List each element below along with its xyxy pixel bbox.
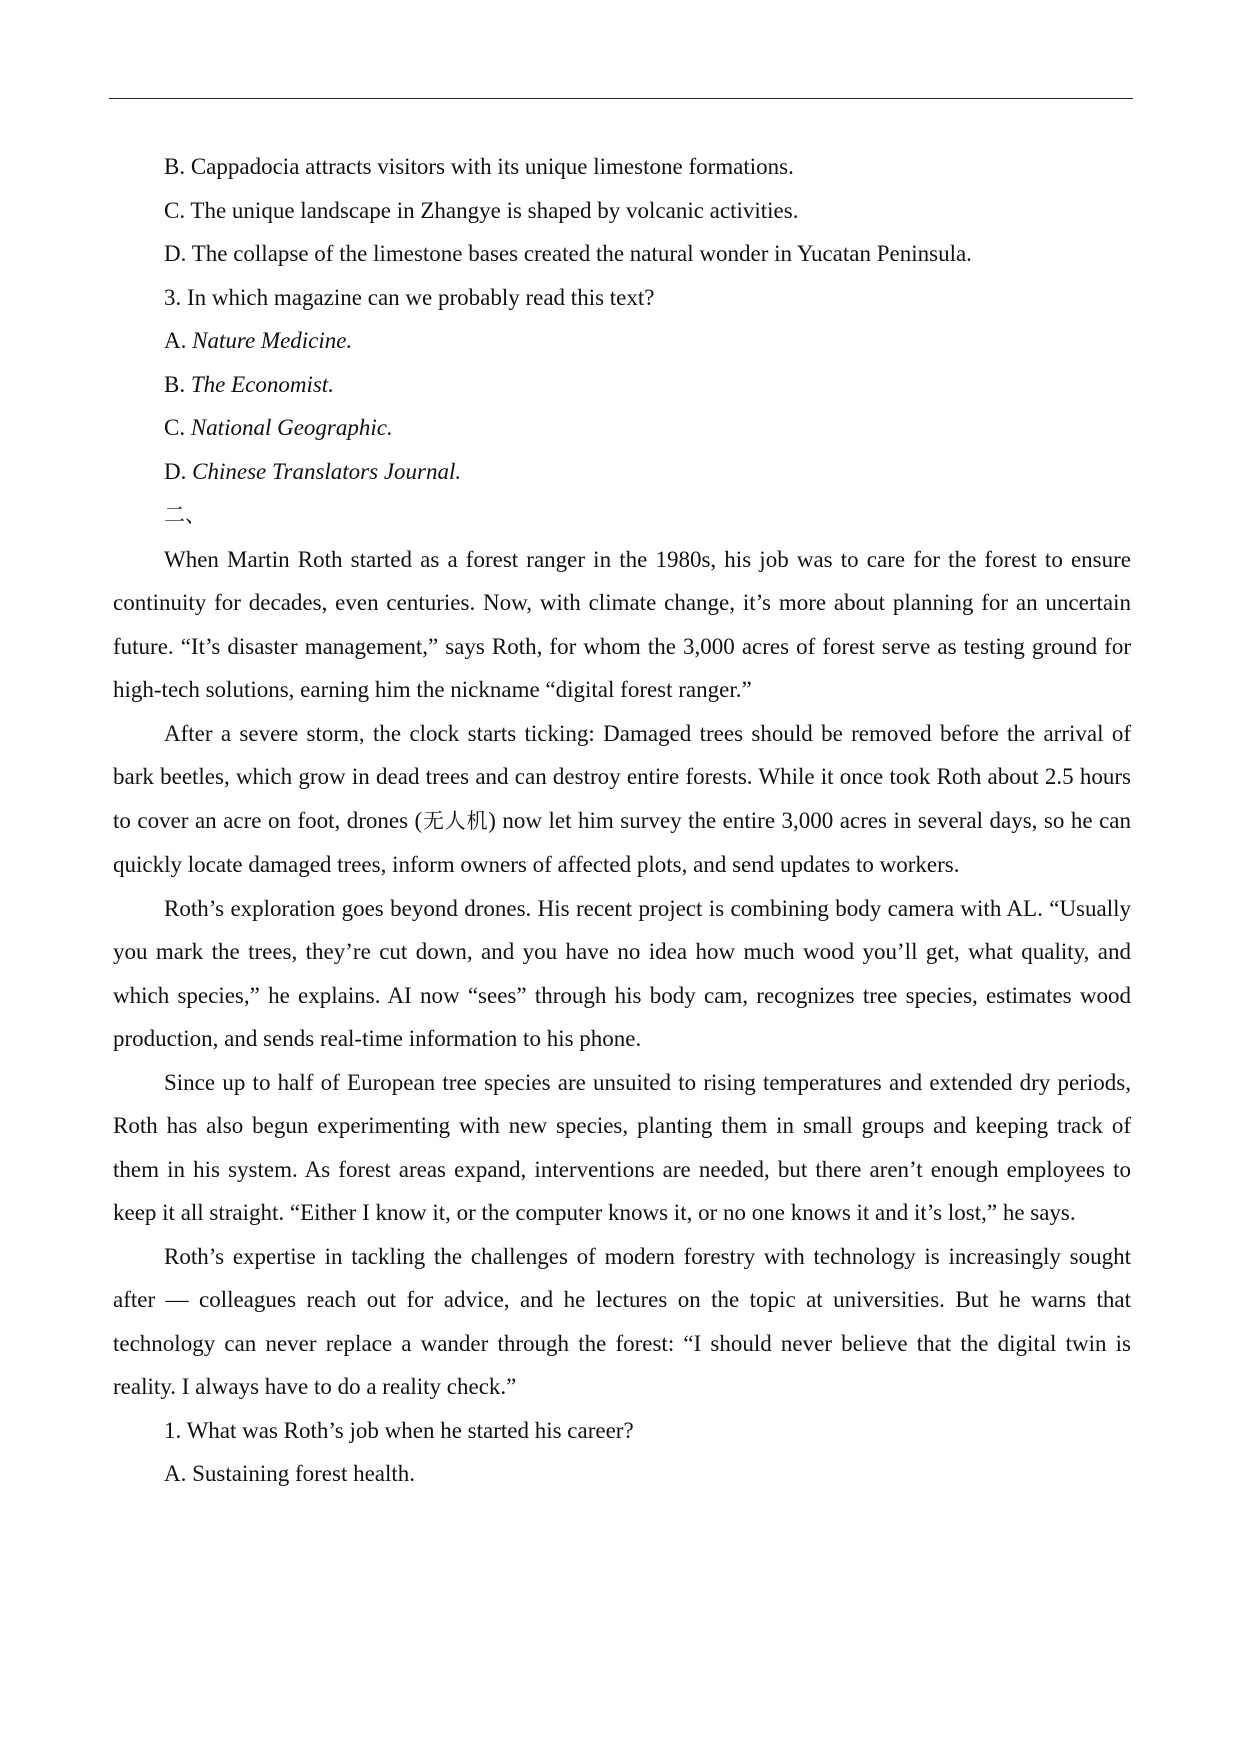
section-heading	[113, 493, 1131, 538]
option-letter: A.	[164, 328, 193, 353]
paragraph-4: Since up to half of European tree species are unsuited to rising temperatures and extended dry periods, Roth has also begun experimenting with new species, planting them in small groups and keeping track of them in his system. As forest areas expand, interventions are needed, but there aren’t enough employees to keep it all straight. “Either I know it, or the computer knows it, or no one knows it and it’s lost,” he says.	[113, 1069, 1131, 1225]
option-q2-c: C. The unique landscape in Zhangye is shaped by volcanic activities.	[164, 197, 799, 223]
option-q3-b	[113, 363, 1131, 407]
option-letter: C.	[164, 415, 191, 440]
option-text: Nature Medicine.	[192, 328, 353, 353]
header-rule	[109, 98, 1133, 99]
option-letter: D.	[164, 458, 193, 484]
option-q2-d: D. The collapse of the limestone bases created the natural wonder in Yucatan Peninsula.	[164, 241, 972, 266]
section-number: 二、	[164, 503, 206, 527]
option-q3-c	[113, 406, 1131, 450]
option-text: National Geographic.	[190, 415, 393, 440]
chinese-gloss: 无人机	[422, 808, 489, 833]
paragraph-2	[113, 712, 1131, 887]
option-q2-b: B. Cappadocia attracts visitors with its unique limestone formations.	[164, 154, 794, 179]
option-q1-a: A. Sustaining forest health.	[164, 1461, 416, 1486]
option-q3-a	[113, 319, 1131, 363]
paragraph-2-start: After a severe storm, the clock starts ticking: Damaged trees should be removed before the arrival of bark beetles, which grow in dead trees and can destroy entire forests. While it once took Roth about 2.5 hours to cover an acre on foot, drones (	[113, 720, 1131, 833]
paragraph-3: Roth’s exploration goes beyond drones. His recent project is combining body camera with AL. “Usually you mark the trees, they’re cut down, and you have no idea how much wood you’ll get, what quality, and which species,” he explains. AI now “sees” through his body cam, recognizes tree species, estimates wood production, and sends real-time information to his phone.	[113, 895, 1131, 1051]
option-text: The Economist.	[190, 371, 334, 397]
paragraph-2-end: ) now let him survey the entire 3,000 acres in several days, so he can quickly locate damaged trees, inform owners of affected plots, and send updates to workers.	[113, 807, 1131, 877]
paragraph-5: Roth’s expertise in tackling the challenges of modern forestry with technology is increasingly sought after — colleagues reach out for advice, and he lectures on the topic at universities. But he warns that technology can never replace a wander through the forest: “I should never believe that the digital twin is reality. I always have to do a reality check.”	[113, 1243, 1131, 1399]
paragraph-1: When Martin Roth started as a forest ranger in the 1980s, his job was to care for the forest to ensure continuity for decades, even centuries. Now, with climate change, it’s more about planning for an uncertain future. “It’s disaster management,” says Roth, for whom the 3,000 acres of forest serve as testing ground for high-tech solutions, earning him the nickname “digital forest ranger.”	[113, 546, 1131, 702]
page-content	[113, 145, 1131, 1496]
option-letter: B.	[164, 371, 191, 397]
question-1: 1. What was Roth’s job when he started his career?	[164, 1417, 634, 1443]
option-text: Chinese Translators Journal.	[192, 458, 462, 484]
option-q3-d	[113, 450, 1131, 494]
question-3: 3. In which magazine can we probably read this text?	[164, 284, 655, 310]
